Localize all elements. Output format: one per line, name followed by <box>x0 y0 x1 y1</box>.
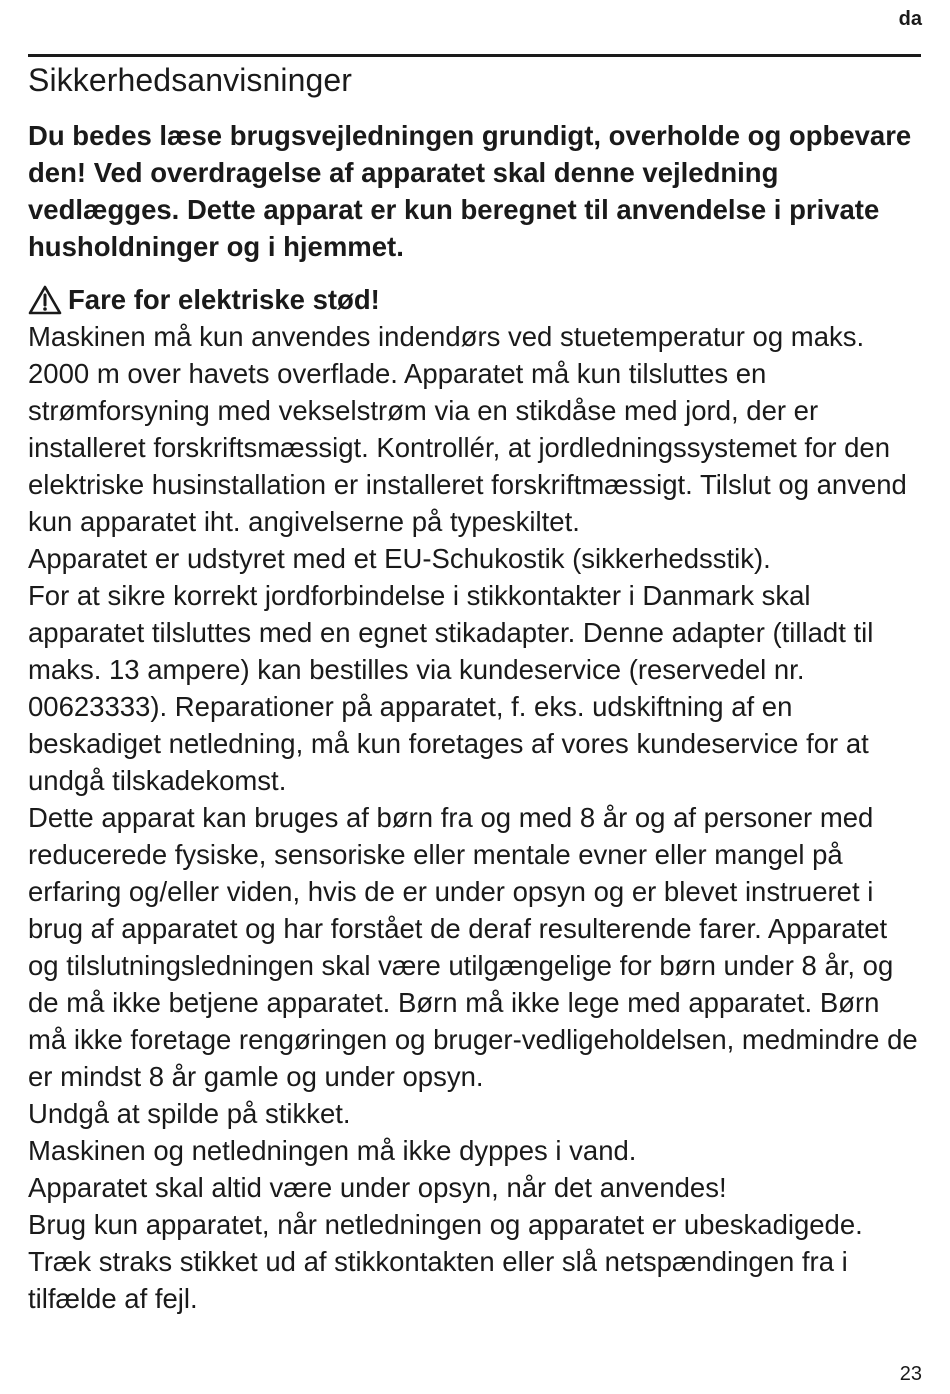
header-rule <box>28 54 921 57</box>
safety-paragraph: Maskinen og netledningen må ikke dyppes i vand. <box>28 1135 637 1166</box>
page-content <box>28 62 921 1317</box>
safety-paragraph: Dette apparat kan bruges af børn fra og med 8 år og af personer med reducerede fysiske, sensoriske eller mentale evner eller mangel på erfaring og/eller viden, hvis de er under opsyn og er blevet instrueret i brug af apparatet og har forstået de deraf resulterende farer. Apparatet og tilslutningsledningen skal være utilgængelige for børn under 8 år, og de må ikke betjene apparatet. Børn må ikke lege med apparatet. Børn må ikke foretage rengøringen og bruger-vedligeholdelsen, medmindre de er mindst 8 år gamle og under opsyn. <box>28 802 918 1092</box>
page-number: 23 <box>899 1363 922 1385</box>
warning-triangle-icon <box>28 285 62 315</box>
safety-paragraph: Undgå at spilde på stikket. <box>28 1098 351 1129</box>
intro-paragraph: Du bedes læse brugsvejledningen grundigt, overholde og opbevare den! Ved overdragelse af apparatet skal denne vejledning vedlægges. Dette apparat er kun beregnet til anvendelse i private husholdninger og i hjemmet. <box>28 120 912 262</box>
safety-paragraph: For at sikre korrekt jordforbindelse i stikkontakter i Danmark skal apparatet tilsluttes med en egnet stikadapter. Denne adapter (tilladt til maks. 13 ampere) kan bestilles via kundeservice (reservedel nr. 00623333). Reparationer på apparatet, f. eks. udskiftning af en beskadiget netledning, må kun foretages af vores kundeservice for at undgå tilskadekomst. <box>28 580 874 796</box>
safety-paragraph: Apparatet skal altid være under opsyn, når det anvendes! <box>28 1172 727 1203</box>
safety-paragraph: Maskinen må kun anvendes indendørs ved stuetemperatur og maks. 2000 m over havets overflade. Apparatet må kun tilsluttes en strømforsyning med vekselstrøm via en stikdåse med jord, der er installeret forskriftsmæssigt. Kontrollér, at jordledningssystemet for den elektriske husinstallation er installeret forskriftmæssigt. Tilslut og anvend kun apparatet iht. angivelserne på typeskiltet. <box>28 321 907 537</box>
warning-heading-text: Fare for elektriske stød! <box>68 284 380 315</box>
language-tag: da <box>898 8 922 30</box>
safety-paragraph: Brug kun apparatet, når netledningen og apparatet er ubeskadigede. Træk straks stikket ud af stikkontakten eller slå netspændingen fra i tilfælde af fejl. <box>28 1209 863 1314</box>
safety-paragraph: Apparatet er udstyret med et EU-Schukostik (sikkerhedsstik). <box>28 543 771 574</box>
page-title: Sikkerhedsanvisninger <box>28 62 353 98</box>
warning-heading <box>28 281 921 318</box>
